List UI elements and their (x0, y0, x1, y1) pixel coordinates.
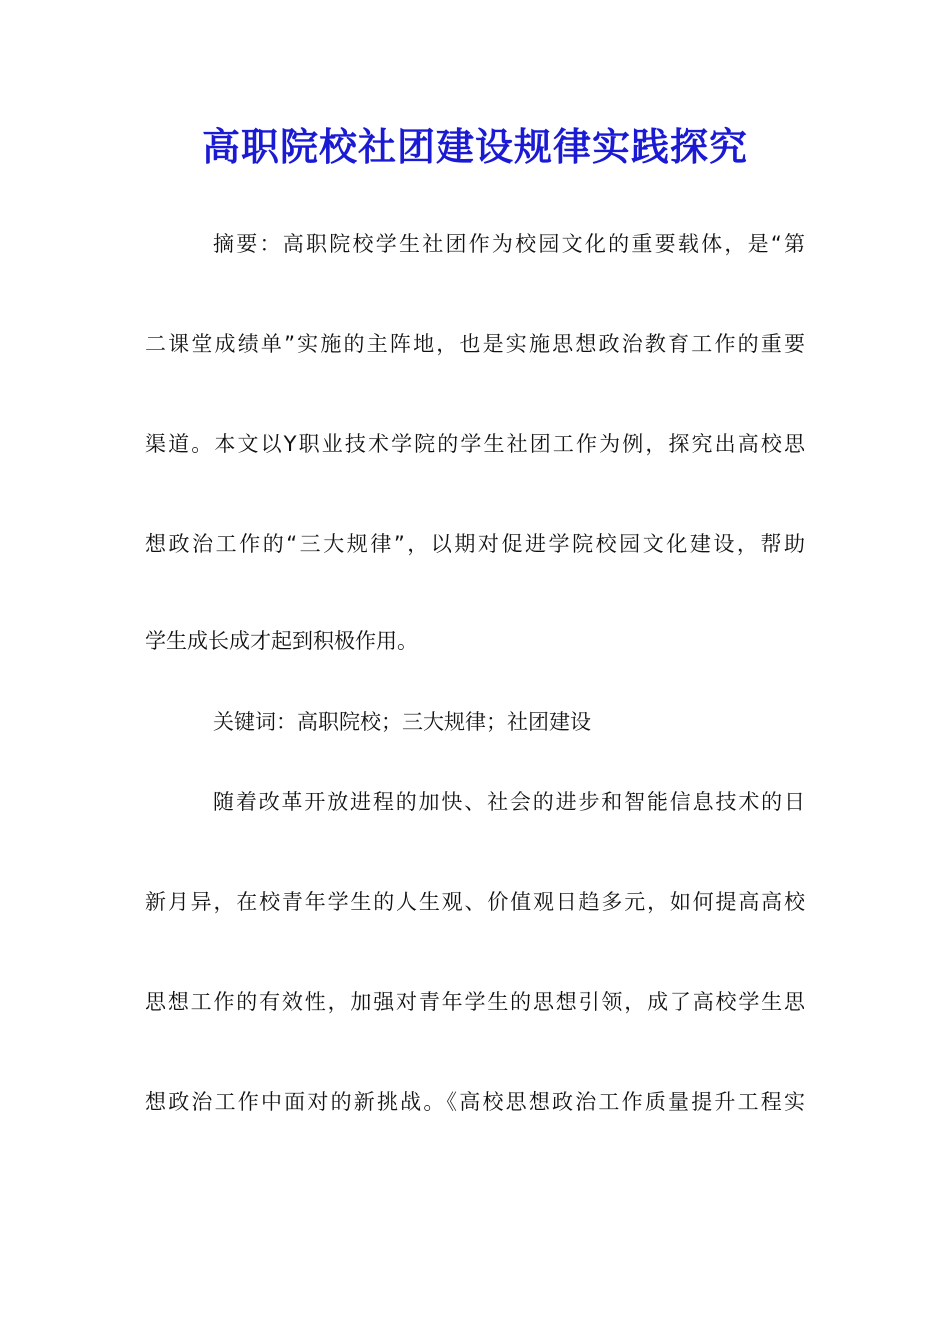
keywords-line: 关键词：高职院校；三大规律；社团建设 (213, 710, 591, 734)
body-line: 想政治工作中面对的新挑战。《高校思想政治工作质量提升工程实 (145, 1090, 805, 1114)
abstract-line: 摘要：高职院校学生社团作为校园文化的重要载体，是“第 (213, 232, 805, 256)
abstract-line: 想政治工作的“三大规律”，以期对促进学院校园文化建设，帮助 (145, 532, 805, 556)
body-line: 新月异，在校青年学生的人生观、价值观日趋多元，如何提高高校 (145, 890, 805, 914)
body-line: 随着改革开放进程的加快、社会的进步和智能信息技术的日 (213, 790, 805, 814)
document-title: 高职院校社团建设规律实践探究 (201, 124, 748, 169)
body-line: 思想工作的有效性，加强对青年学生的思想引领，成了高校学生思 (145, 990, 805, 1014)
abstract-line: 渠道。本文以Y职业技术学院的学生社团工作为例，探究出高校思 (145, 432, 805, 456)
abstract-line: 学生成长成才起到积极作用。 (145, 629, 418, 653)
abstract-line: 二课堂成绩单”实施的主阵地，也是实施思想政治教育工作的重要 (145, 332, 805, 356)
